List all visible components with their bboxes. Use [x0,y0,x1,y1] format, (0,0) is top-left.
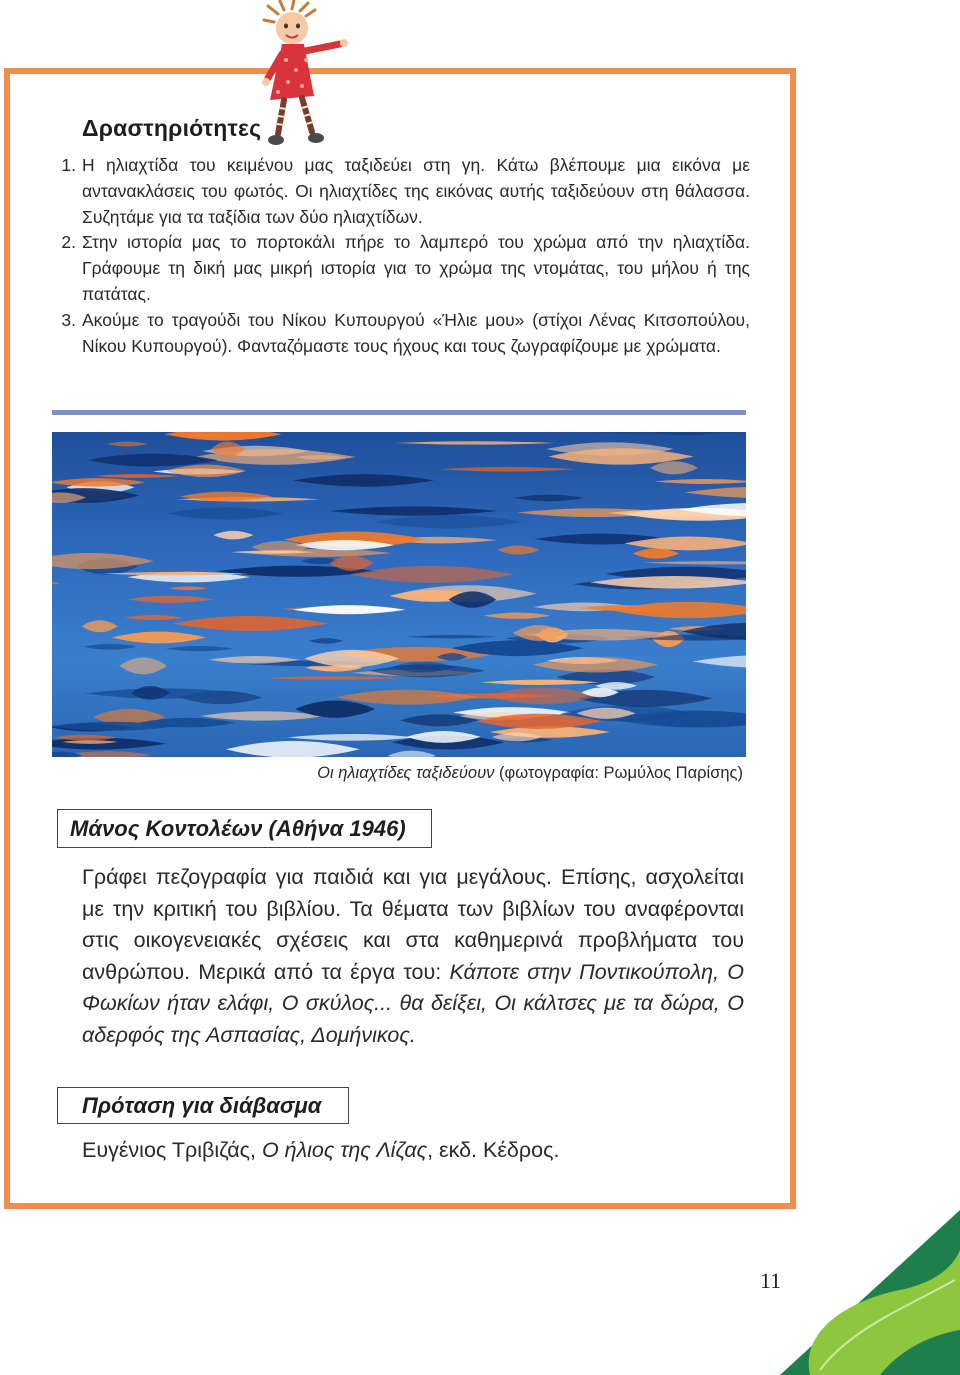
reading-suggestion [82,1138,559,1163]
girl-illustration [248,0,358,152]
caption-title: Οι ηλιαχτίδες ταξιδεύουν [317,764,495,782]
author-bio [82,862,744,1052]
item-number: 2. [61,232,76,253]
photo-caption [317,764,743,783]
author-name-box: Μάνος Κοντολέων (Αθήνα 1946) [57,809,432,848]
list-item [50,308,750,360]
caption-credit: (φωτογραφία: Ρωμύλος Παρίσης) [499,764,743,782]
leaf-corner-decoration [780,1210,960,1375]
activities-list [50,153,750,359]
list-item [50,230,750,307]
suggestion-author: Ευγένιος Τριβιζάς, [82,1138,262,1162]
activities-heading: Δραστηριότητες [82,115,262,141]
water-reflection-photo [52,432,746,757]
suggestion-title: Ο ήλιος της Λίζας [261,1138,428,1162]
reading-suggestion-box: Πρόταση για διάβασμα [57,1087,349,1124]
item-number: 1. [61,155,76,175]
suggestion-publisher: , εκδ. Κέδρος. [427,1138,560,1162]
bio-works: Κάποτε στην Ποντικούπολη, Ο Φωκίων ήταν ελάφι, Ο σκύλος... θα δείξει, Οι κάλτσες με τα δώρα, Ο αδερφός της Ασπασίας, Δομήνικος. [82,959,744,1047]
item-text: Η ηλιαχτίδα του κειμένου μας ταξιδεύει στη γη. Κάτω βλέπουμε μια εικόνα με αντανακλάσεις του φωτός. Οι ηλιαχτίδες της εικόνας αυτής ταξιδεύουν στη θάλασσα. Συζητάμε για τα ταξίδια των δύο ηλιαχτίδων. [82,155,750,227]
item-text: Ακούμε το τραγούδι του Νίκου Κυπουργού «Ήλιε μου» (στίχοι Λένας Κιτσοπούλου, Νίκου Κυπουργού). Φανταζόμαστε τους ήχους και τους ζωγραφίζουμε με χρώματα. [82,309,750,356]
item-number: 3. [61,309,76,330]
item-text: Στην ιστορία μας το πορτοκάλι πήρε το λαμπερό του χρώμα από την ηλιαχτίδα. Γράφουμε τη δική μας μικρή ιστορία για το χρώμα της ντομάτας, του μήλου ή της πατάτας. [82,232,750,304]
page-number: 11 [760,1268,782,1293]
section-divider [52,410,746,415]
list-item [50,153,750,230]
bio-text: Γράφει πεζογραφία για παιδιά και για μεγάλους. Επίσης, ασχολείται με την κριτική του βιβλίου. Τα θέματα των βιβλίων του αναφέρονται στις οικογενειακές σχέσεις και στα καθημερινά προβλήματα του ανθρώπου. Μερικά από τα έργα του: [82,865,744,984]
